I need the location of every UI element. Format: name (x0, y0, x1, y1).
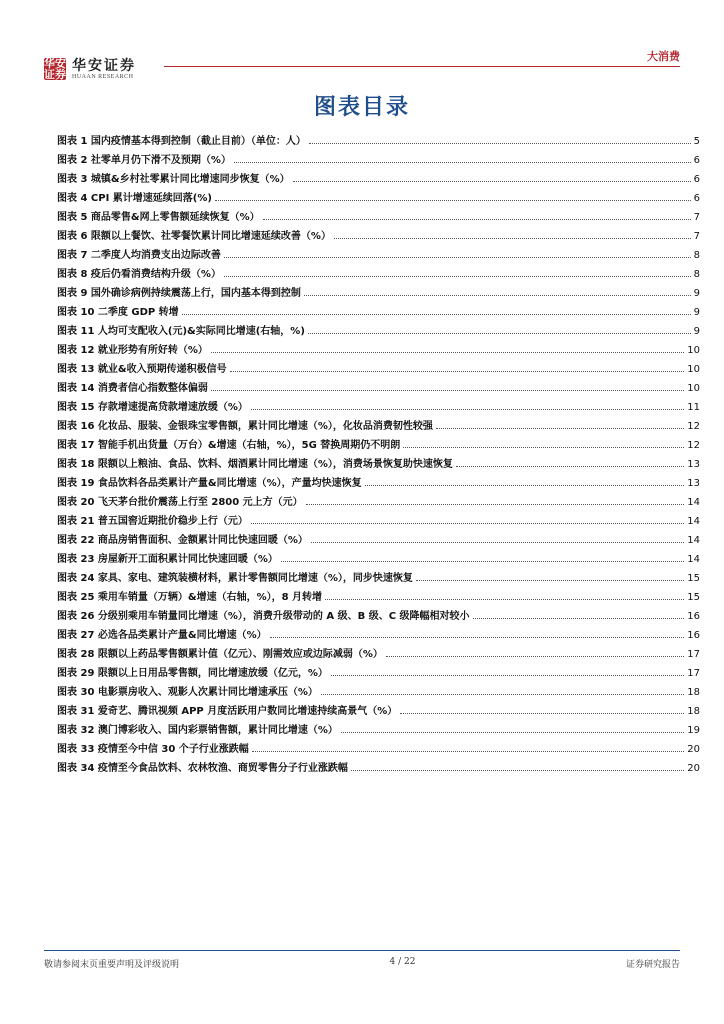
toc-entry-label[interactable]: 图表 7 二季度人均消费支出边际改善 (57, 250, 221, 261)
toc-entry-label[interactable]: 图表 8 疫后仍看消费结构升级（%） (57, 269, 221, 280)
toc-entry[interactable] (57, 660, 700, 679)
toc-leader-dots (331, 675, 684, 676)
toc-leader-dots (400, 713, 684, 714)
toc-entry-label[interactable]: 图表 19 食品饮料各品类累计产量&同比增速（%），产量均快速恢复 (57, 478, 362, 489)
toc-entry[interactable] (57, 489, 700, 508)
toc-entry-label[interactable]: 图表 1 国内疫情基本得到控制（截止目前）（单位：人） (57, 136, 306, 147)
toc-entry[interactable] (57, 204, 700, 223)
section-label: 大消费 (647, 50, 680, 63)
toc-entry-label[interactable]: 图表 18 限额以上粮油、食品、饮料、烟酒累计同比增速（%），消费场景恢复助快速恢复 (57, 459, 453, 470)
toc-entry-page[interactable]: 12 (687, 440, 700, 451)
toc-entry-page[interactable]: 18 (687, 687, 700, 698)
toc-entry-page[interactable]: 20 (687, 744, 700, 755)
toc-leader-dots (351, 770, 684, 771)
table-of-figures (57, 128, 700, 774)
toc-entry[interactable] (57, 755, 700, 774)
toc-entry-page[interactable]: 10 (687, 383, 700, 394)
toc-leader-dots (234, 162, 691, 163)
toc-entry[interactable] (57, 698, 700, 717)
toc-entry-page[interactable]: 15 (687, 592, 700, 603)
toc-leader-dots (416, 580, 684, 581)
toc-entry-label[interactable]: 图表 5 商品零售&网上零售额延续恢复（%） (57, 212, 260, 223)
toc-entry-label[interactable]: 图表 27 必选各品类累计产量&同比增速（%） (57, 630, 267, 641)
toc-entry-label[interactable]: 图表 4 CPI 累计增速延续回落(%) (57, 193, 212, 204)
toc-leader-dots (281, 561, 684, 562)
toc-entry-label[interactable]: 图表 13 就业&收入预期传递积极信号 (57, 364, 227, 375)
footer-disclaimer: 敬请参阅末页重要声明及评级说明 (44, 960, 180, 970)
toc-leader-dots (334, 238, 691, 239)
toc-entry-page[interactable]: 6 (693, 193, 700, 204)
toc-entry[interactable] (57, 432, 700, 451)
header-divider (164, 66, 680, 67)
toc-entry-label[interactable]: 图表 21 普五国窖近期批价稳步上行（元） (57, 516, 248, 527)
toc-entry-page[interactable]: 14 (687, 497, 700, 508)
toc-entry-label[interactable]: 图表 25 乘用车销量（万辆）&增速（右轴，%），8 月转增 (57, 592, 323, 603)
toc-entry[interactable] (57, 451, 700, 470)
toc-entry-page[interactable]: 14 (687, 516, 700, 527)
toc-entry-label[interactable]: 图表 31 爱奇艺、腾讯视频 APP 月度活跃用户数同比增速持续高景气（%） (57, 706, 398, 717)
toc-entry-page[interactable]: 12 (687, 421, 700, 432)
page-number: 4 / 22 (389, 957, 416, 967)
toc-entry-page[interactable]: 20 (687, 763, 700, 774)
toc-entry-label[interactable]: 图表 9 国外确诊病例持续震荡上行，国内基本得到控制 (57, 288, 301, 299)
toc-entry[interactable] (57, 299, 700, 318)
toc-entry-page[interactable]: 5 (693, 136, 700, 147)
toc-entry-page[interactable]: 11 (687, 402, 700, 413)
toc-entry-label[interactable]: 图表 33 疫情至今中信 30 个子行业涨跌幅 (57, 744, 249, 755)
toc-leader-dots (436, 428, 684, 429)
toc-leader-dots (308, 333, 691, 334)
toc-entry[interactable] (57, 223, 700, 242)
toc-entry[interactable] (57, 584, 700, 603)
toc-entry-label[interactable]: 图表 32 澳门博彩收入、国内彩票销售额，累计同比增速（%） (57, 725, 338, 736)
toc-entry-label[interactable]: 图表 10 二季度 GDP 转增 (57, 307, 179, 318)
report-type: 证券研究报告 (625, 960, 680, 970)
toc-entry-label[interactable]: 图表 28 限额以上药品零售额累计值（亿元）、刚需效应或边际减弱（%） (57, 649, 383, 660)
toc-entry[interactable] (57, 166, 700, 185)
toc-entry[interactable] (57, 603, 700, 622)
toc-entry-label[interactable]: 图表 22 商品房销售面积、金额累计同比快速回暖（%） (57, 535, 308, 546)
toc-entry[interactable] (57, 242, 700, 261)
toc-entry-page[interactable]: 10 (687, 345, 700, 356)
toc-entry-label[interactable]: 图表 34 疫情至今食品饮料、农林牧渔、商贸零售分子行业涨跌幅 (57, 763, 348, 774)
toc-entry[interactable] (57, 622, 700, 641)
toc-entry[interactable] (57, 280, 700, 299)
toc-leader-dots (403, 447, 684, 448)
toc-leader-dots (293, 181, 691, 182)
toc-entry-label[interactable]: 图表 24 家具、家电、建筑装横材料，累计零售额同比增速（%），同步快速恢复 (57, 573, 413, 584)
toc-entry-page[interactable]: 6 (693, 174, 700, 185)
toc-leader-dots (211, 390, 684, 391)
toc-leader-dots (211, 352, 684, 353)
toc-entry[interactable] (57, 641, 700, 660)
toc-leader-dots (365, 485, 685, 486)
toc-entry-page[interactable]: 7 (693, 231, 700, 242)
toc-entry[interactable] (57, 565, 700, 584)
toc-entry[interactable] (57, 546, 700, 565)
toc-entry-page[interactable]: 9 (693, 326, 700, 337)
page-header (44, 36, 680, 86)
page-title: 图表目录 (313, 95, 410, 120)
toc-entry-page[interactable]: 6 (693, 155, 700, 166)
toc-leader-dots (311, 542, 684, 543)
toc-leader-dots (270, 637, 685, 638)
toc-entry-page[interactable]: 10 (687, 364, 700, 375)
toc-entry-page[interactable]: 16 (687, 630, 700, 641)
toc-entry[interactable] (57, 508, 700, 527)
toc-leader-dots (304, 295, 691, 296)
toc-entry-label[interactable]: 图表 29 限额以上日用品零售额，同比增速放缓（亿元，%） (57, 668, 328, 679)
toc-entry-label[interactable]: 图表 15 存款增速提高贷款增速放缓（%） (57, 402, 248, 413)
toc-entry-label[interactable]: 图表 3 城镇&乡村社零累计同比增速同步恢复（%） (57, 174, 290, 185)
toc-entry[interactable] (57, 375, 700, 394)
toc-entry[interactable] (57, 470, 700, 489)
toc-leader-dots (224, 276, 691, 277)
toc-entry[interactable] (57, 356, 700, 375)
toc-leader-dots (456, 466, 684, 467)
toc-entry-page[interactable]: 15 (687, 573, 700, 584)
toc-entry[interactable] (57, 717, 700, 736)
toc-entry-page[interactable]: 13 (687, 459, 700, 470)
toc-entry[interactable] (57, 337, 700, 356)
toc-entry-page[interactable]: 13 (687, 478, 700, 489)
logo-seal-icon: 华 安 证 券 (44, 57, 66, 81)
toc-entry-label[interactable]: 图表 6 限额以上餐饮、社零餐饮累计同比增速延续改善（%） (57, 231, 331, 242)
toc-entry-label[interactable]: 图表 14 消费者信心指数整体偏弱 (57, 383, 208, 394)
toc-entry-label[interactable]: 图表 2 社零单月仍下滑不及预期（%） (57, 155, 231, 166)
toc-leader-dots (325, 599, 684, 600)
toc-entry-page[interactable]: 16 (687, 611, 700, 622)
toc-entry-page[interactable]: 9 (693, 307, 700, 318)
toc-leader-dots (386, 656, 684, 657)
toc-entry-page[interactable]: 8 (693, 269, 700, 280)
toc-entry[interactable] (57, 318, 700, 337)
toc-leader-dots (263, 219, 691, 220)
toc-entry[interactable] (57, 527, 700, 546)
toc-leader-dots (321, 694, 684, 695)
toc-entry-label[interactable]: 图表 11 人均可支配收入(元)&实际同比增速(右轴，%) (57, 326, 305, 337)
toc-leader-dots (341, 732, 684, 733)
toc-entry-page[interactable]: 14 (687, 554, 700, 565)
toc-entry-page[interactable]: 19 (687, 725, 700, 736)
toc-entry-page[interactable]: 9 (693, 288, 700, 299)
toc-leader-dots (251, 409, 684, 410)
toc-entry-label[interactable]: 图表 30 电影票房收入、观影人次累计同比增速承压（%） (57, 687, 318, 698)
toc-entry-page[interactable]: 14 (687, 535, 700, 546)
toc-entry[interactable] (57, 128, 700, 147)
toc-entry-label[interactable]: 图表 12 就业形势有所好转（%） (57, 345, 208, 356)
toc-leader-dots (230, 371, 685, 372)
toc-entry-page[interactable]: 17 (687, 668, 700, 679)
toc-entry-label[interactable]: 图表 20 飞天茅台批价震荡上行至 2800 元上方（元） (57, 497, 303, 508)
toc-entry-page[interactable]: 17 (687, 649, 700, 660)
toc-entry-label[interactable]: 图表 17 智能手机出货量（万台）&增速（右轴，%），5G 替换周期仍不明朗 (57, 440, 401, 451)
toc-entry-label[interactable]: 图表 23 房屋新开工面积累计同比快速回暖（%） (57, 554, 278, 565)
toc-entry-page[interactable]: 7 (693, 212, 700, 223)
toc-entry-label[interactable]: 图表 16 化妆品、服装、金银珠宝零售额，累计同比增速（%），化妆品消费韧性较强 (57, 421, 433, 432)
logo-name-en: HUAAN RESEARCH (72, 74, 134, 80)
toc-leader-dots (182, 314, 691, 315)
toc-entry[interactable] (57, 736, 700, 755)
toc-entry[interactable] (57, 261, 700, 280)
toc-leader-dots (251, 523, 684, 524)
logo-name-cn: 华安证券 (72, 58, 136, 74)
footer-divider (44, 950, 680, 951)
toc-leader-dots (473, 618, 685, 619)
toc-entry[interactable] (57, 147, 700, 166)
toc-leader-dots (309, 143, 691, 144)
toc-leader-dots (252, 751, 685, 752)
toc-entry-page[interactable]: 8 (693, 250, 700, 261)
toc-entry[interactable] (57, 185, 700, 204)
toc-leader-dots (306, 504, 685, 505)
toc-entry-page[interactable]: 18 (687, 706, 700, 717)
toc-leader-dots (224, 257, 691, 258)
company-logo (44, 58, 136, 80)
toc-leader-dots (215, 200, 691, 201)
toc-entry[interactable] (57, 413, 700, 432)
toc-entry-label[interactable]: 图表 26 分级别乘用车销量同比增速（%），消费升级带动的 A 级、B 级、C 级降幅相对较小 (57, 611, 470, 622)
toc-entry[interactable] (57, 394, 700, 413)
toc-entry[interactable] (57, 679, 700, 698)
page-footer (44, 957, 680, 970)
